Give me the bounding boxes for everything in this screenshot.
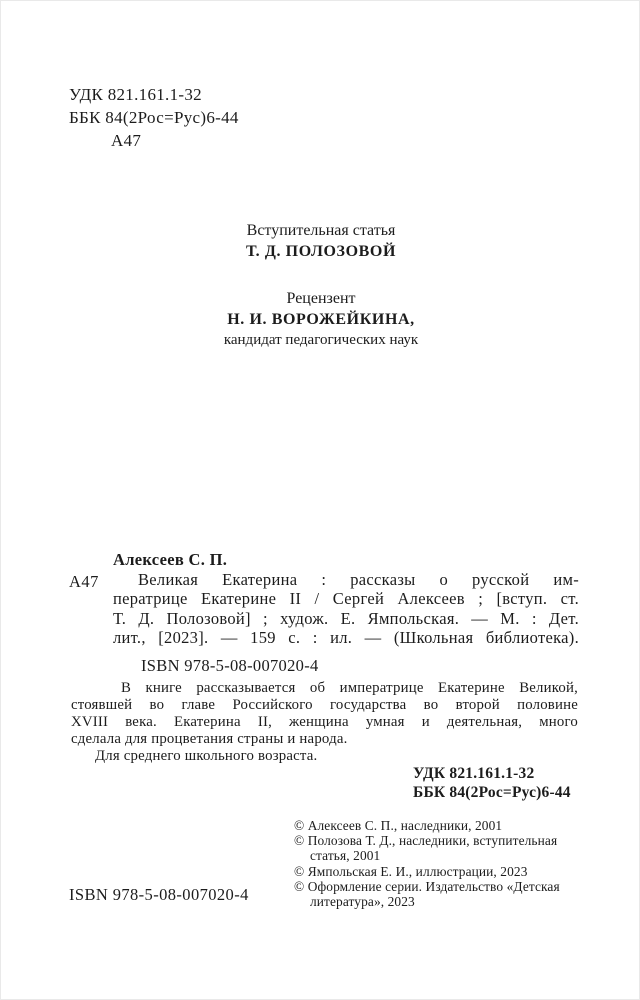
reviewer-title: кандидат педагогических наук: [223, 332, 419, 348]
annotation-line: сделала для процветания страны и народа.: [71, 730, 348, 747]
author-sign-top: А47: [111, 131, 142, 150]
bbk-code-bottom: ББК 84(2Рос=Рус)6-44: [413, 784, 571, 801]
copyright-entry: [294, 833, 586, 863]
copyright-line: статья, 2001: [310, 848, 381, 864]
catalog-line: ператрице Екатерине II / Сергей Алексеев ; [вступ. ст.: [113, 589, 579, 609]
intro-heading: Вступительная статья: [246, 222, 396, 239]
catalog-description: [113, 570, 579, 648]
intro-credit: [1, 220, 640, 262]
copyright-list: [294, 818, 586, 909]
reviewer-heading: Рецензент: [286, 290, 356, 307]
catalog-line: Т. Д. Полозовой] ; худож. Е. Ямпольская. — М. : Дет.: [113, 608, 579, 628]
catalog-code: А47: [69, 572, 99, 591]
copyright-entry: [294, 818, 586, 833]
copyright-line: © Ямпольская Е. И., иллюстрации, 2023: [294, 863, 528, 879]
udk-code-top: УДК 821.161.1-32: [69, 85, 202, 104]
annotation-line: стоявшей во главе Российского государства во второй половине: [71, 696, 578, 713]
copyright-entry: [294, 879, 586, 909]
catalog-author: Алексеев С. П.: [113, 550, 228, 569]
copyright-line: © Полозова Т. Д., наследники, вступительная: [294, 833, 558, 849]
classification-codes-top: [69, 83, 239, 152]
copyright-entry: [294, 864, 586, 879]
udk-code-bottom: УДК 821.161.1-32: [413, 765, 535, 782]
intro-author-name: Т. Д. ПОЛОЗОВОЙ: [246, 243, 396, 260]
classification-codes-bottom: [413, 764, 571, 802]
annotation-paragraph: [71, 680, 578, 748]
isbn-bottom: ISBN 978-5-08-007020-4: [69, 885, 249, 904]
annotation-line: В книге рассказывается об императрице Екатерине Великой,: [121, 680, 578, 696]
catalog-line: Великая Екатерина : рассказы о русской им-: [138, 570, 579, 589]
catalog-isbn: ISBN 978-5-08-007020-4: [141, 656, 319, 675]
copyright-line: © Алексеев С. П., наследники, 2001: [294, 818, 503, 833]
catalog-line: лит., [2023]. — 159 с. : ил. — (Школьная библиотека).: [113, 628, 579, 648]
age-note: Для среднего школьного возраста.: [95, 748, 318, 764]
copyright-line: литература», 2023: [310, 894, 415, 910]
copyright-line: © Оформление серии. Издательство «Детская: [294, 878, 560, 894]
bbk-code-top: ББК 84(2Рос=Рус)6-44: [69, 108, 239, 127]
reviewer-credit: [1, 288, 640, 351]
reviewer-name: Н. И. ВОРОЖЕЙКИНА,: [227, 311, 415, 328]
annotation-line: XVIII века. Екатерина II, женщина умная и деятельная, много: [71, 713, 578, 730]
